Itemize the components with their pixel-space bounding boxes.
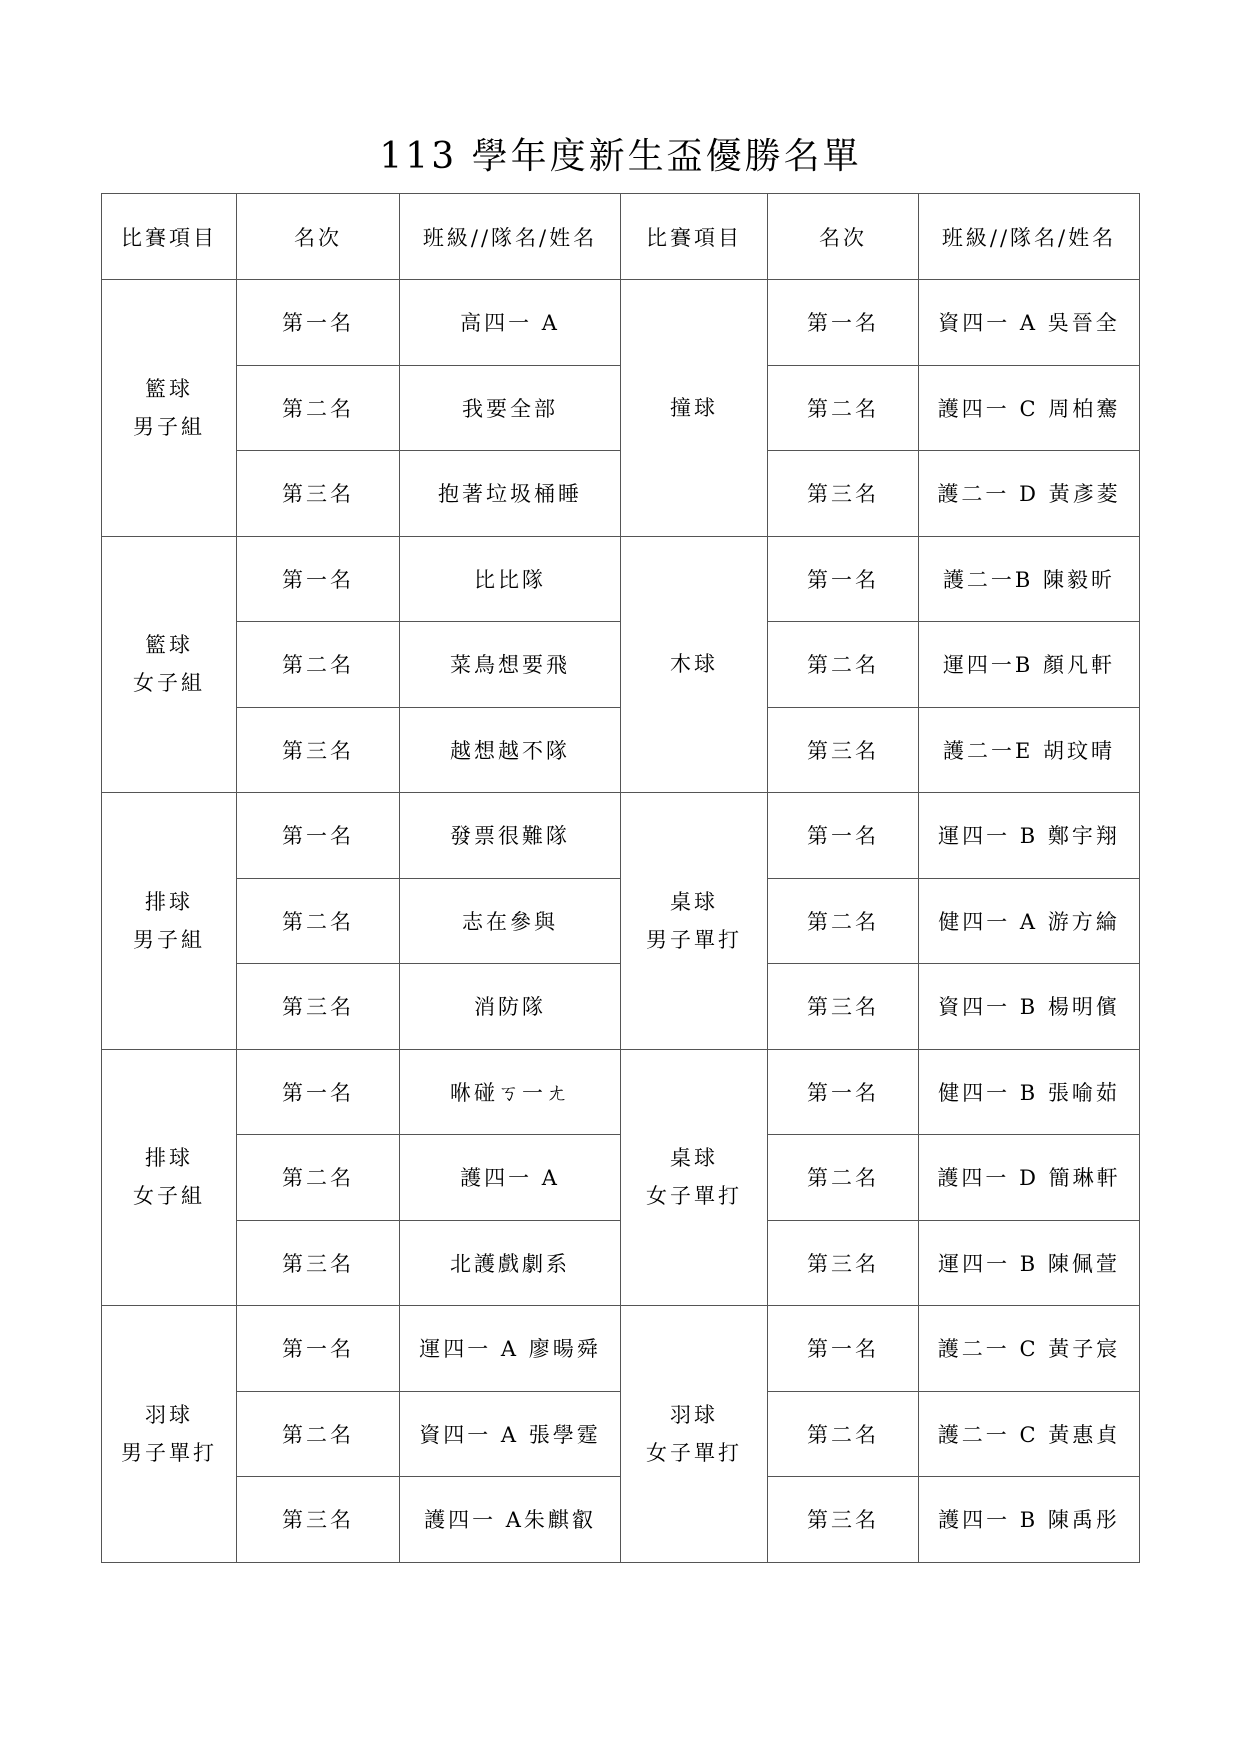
event-cell — [621, 1049, 768, 1306]
event-label: 女子組 — [133, 1184, 205, 1209]
team-cell: 發票很難隊 — [400, 793, 621, 879]
rank-cell: 第三名 — [768, 707, 919, 793]
rank-cell: 第三名 — [237, 1477, 400, 1563]
rank-cell: 第一名 — [237, 1306, 400, 1392]
header-rank: 名次 — [768, 194, 919, 280]
event-label: 女子組 — [133, 671, 205, 696]
event-cell — [102, 1049, 237, 1306]
team-cell: 志在參與 — [400, 878, 621, 964]
team-cell: 護四一 D 簡琳軒 — [919, 1135, 1140, 1221]
rank-cell: 第三名 — [237, 1220, 400, 1306]
team-cell: 護四一 A — [400, 1135, 621, 1221]
event-cell — [621, 793, 768, 1050]
header-rank: 名次 — [237, 194, 400, 280]
team-cell: 消防隊 — [400, 964, 621, 1050]
rank-cell: 第二名 — [237, 365, 400, 451]
event-label: 排球 — [145, 889, 193, 914]
team-cell: 護四一 C 周柏騫 — [919, 365, 1140, 451]
rank-cell: 第三名 — [237, 707, 400, 793]
team-cell: 護四一 A朱麒叡 — [400, 1477, 621, 1563]
rank-cell: 第三名 — [768, 964, 919, 1050]
rank-cell: 第三名 — [237, 964, 400, 1050]
rank-cell: 第一名 — [237, 793, 400, 879]
rank-cell: 第二名 — [237, 1391, 400, 1477]
rank-cell: 第二名 — [768, 365, 919, 451]
event-label: 羽球 — [670, 1402, 718, 1427]
team-cell: 資四一 A 張學霆 — [400, 1391, 621, 1477]
event-cell — [102, 536, 237, 793]
rank-cell: 第二名 — [237, 622, 400, 708]
team-cell: 護二一B 陳毅昕 — [919, 536, 1140, 622]
rank-cell: 第三名 — [768, 1220, 919, 1306]
event-cell — [621, 280, 768, 537]
event-cell — [621, 1306, 768, 1563]
header-team: 班級//隊名/姓名 — [919, 194, 1140, 280]
rank-cell: 第二名 — [768, 622, 919, 708]
event-label: 桌球 — [670, 889, 718, 914]
rank-cell: 第一名 — [768, 1049, 919, 1135]
header-team: 班級//隊名/姓名 — [400, 194, 621, 280]
team-cell: 咻碰ㄎ一ㄤ — [400, 1049, 621, 1135]
table-row — [102, 793, 1140, 879]
team-cell: 運四一 B 鄭宇翔 — [919, 793, 1140, 879]
event-cell — [621, 536, 768, 793]
event-label: 男子組 — [133, 927, 205, 952]
rank-cell: 第三名 — [237, 451, 400, 537]
team-cell: 菜鳥想要飛 — [400, 622, 621, 708]
event-label: 羽球 — [145, 1402, 193, 1427]
header-event: 比賽項目 — [621, 194, 768, 280]
team-cell: 運四一 A 廖暘舜 — [400, 1306, 621, 1392]
header-event: 比賽項目 — [102, 194, 237, 280]
team-cell: 健四一 B 張喻茹 — [919, 1049, 1140, 1135]
rank-cell: 第二名 — [768, 878, 919, 964]
table-row — [102, 1049, 1140, 1135]
team-cell: 護二一E 胡玟晴 — [919, 707, 1140, 793]
team-cell: 資四一 A 吳晉全 — [919, 280, 1140, 366]
page-title: 113 學年度新生盃優勝名單 — [379, 136, 862, 177]
team-cell: 護四一 B 陳禹彤 — [919, 1477, 1140, 1563]
team-cell: 護二一 C 黃惠貞 — [919, 1391, 1140, 1477]
table-row — [102, 536, 1140, 622]
rank-cell: 第二名 — [768, 1391, 919, 1477]
event-label: 男子組 — [133, 414, 205, 439]
event-label: 撞球 — [670, 395, 718, 420]
rank-cell: 第二名 — [237, 1135, 400, 1221]
team-cell: 資四一 B 楊明儐 — [919, 964, 1140, 1050]
event-label: 排球 — [145, 1146, 193, 1171]
rank-cell: 第一名 — [768, 280, 919, 366]
team-cell: 我要全部 — [400, 365, 621, 451]
rank-cell: 第一名 — [237, 280, 400, 366]
team-cell: 運四一 B 陳佩萱 — [919, 1220, 1140, 1306]
table-row — [102, 280, 1140, 366]
rank-cell: 第三名 — [768, 1477, 919, 1563]
event-label: 籃球 — [145, 633, 193, 658]
event-cell — [102, 793, 237, 1050]
header-row — [102, 194, 1140, 280]
results-table — [101, 193, 1140, 1563]
rank-cell: 第二名 — [768, 1135, 919, 1221]
event-label: 女子單打 — [646, 1184, 742, 1209]
team-cell: 越想越不隊 — [400, 707, 621, 793]
event-label: 女子單打 — [646, 1440, 742, 1465]
team-cell: 護二一 D 黃彥菱 — [919, 451, 1140, 537]
rank-cell: 第一名 — [237, 1049, 400, 1135]
team-cell: 抱著垃圾桶睡 — [400, 451, 621, 537]
team-cell: 北護戲劇系 — [400, 1220, 621, 1306]
rank-cell: 第一名 — [768, 536, 919, 622]
event-label: 籃球 — [145, 376, 193, 401]
event-label: 木球 — [670, 652, 718, 677]
event-label: 男子單打 — [121, 1440, 217, 1465]
rank-cell: 第一名 — [237, 536, 400, 622]
event-label: 男子單打 — [646, 927, 742, 952]
rank-cell: 第二名 — [237, 878, 400, 964]
event-label: 桌球 — [670, 1146, 718, 1171]
rank-cell: 第三名 — [768, 451, 919, 537]
rank-cell: 第一名 — [768, 1306, 919, 1392]
team-cell: 健四一 A 游方綸 — [919, 878, 1140, 964]
team-cell: 比比隊 — [400, 536, 621, 622]
team-cell: 高四一 A — [400, 280, 621, 366]
rank-cell: 第一名 — [768, 793, 919, 879]
event-cell — [102, 1306, 237, 1563]
event-cell — [102, 280, 237, 537]
table-row — [102, 1306, 1140, 1392]
team-cell: 護二一 C 黃子宸 — [919, 1306, 1140, 1392]
team-cell: 運四一B 顏凡軒 — [919, 622, 1140, 708]
